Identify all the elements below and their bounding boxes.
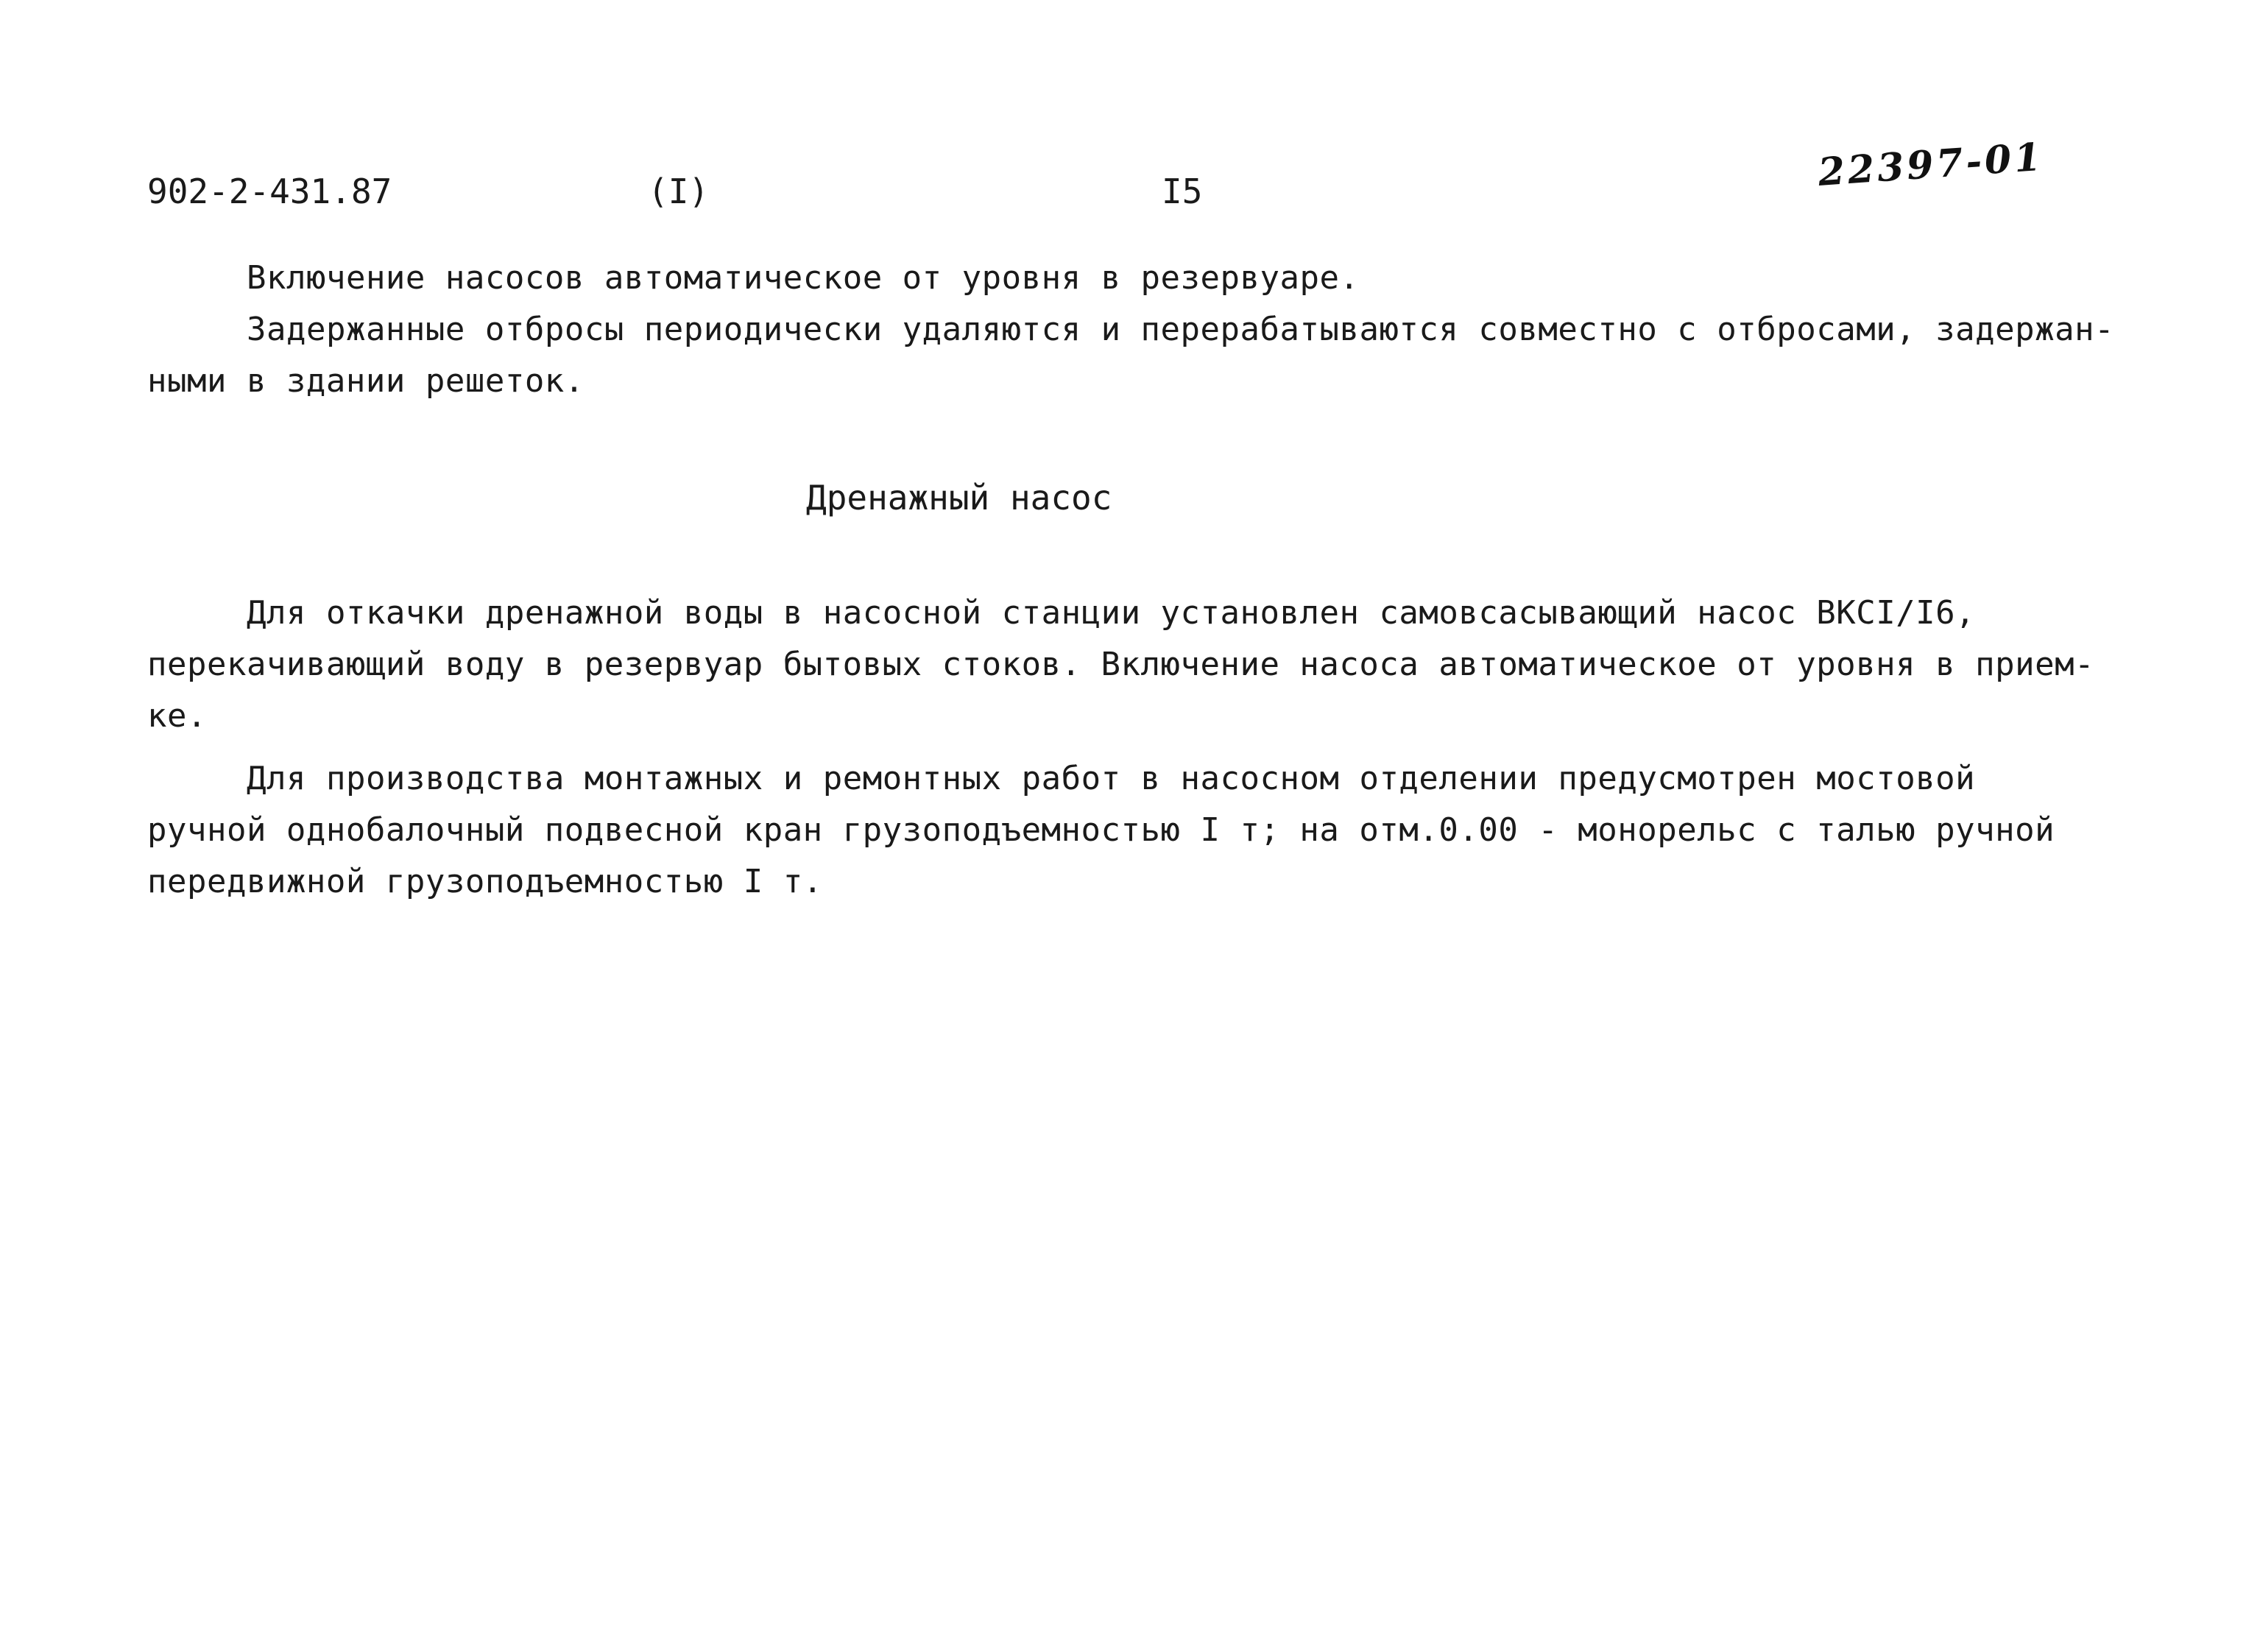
document-code: 902-2-431.87 — [147, 172, 392, 211]
paragraph-line: ручной однобалочный подвесной кран грузоподъемностью I т; на отм.0.00 - монорельс с талью ручной — [147, 811, 2055, 849]
section-heading: Дренажный насос — [806, 478, 1112, 518]
paragraph-line: Для откачки дренажной воды в насосной станции установлен самовсасывающий насос ВКСI/I6, — [247, 594, 1976, 632]
paragraph-line: Для производства монтажных и ремонтных работ в насосном отделении предусмотрен мостовой — [247, 760, 1976, 797]
page-number: I5 — [1162, 172, 1203, 211]
paragraph-line: Задержанные отбросы периодически удаляются и перерабатываются совместно с отбросами, задержан- — [247, 311, 2115, 348]
paragraph-line: ными в здании решеток. — [147, 362, 585, 400]
paragraph-line: передвижной грузоподъемностью I т. — [147, 863, 823, 900]
paragraph-line: перекачивающий воду в резервуар бытовых стоков. Включение насоса автоматическое от уровня в прием- — [147, 646, 2095, 683]
paragraph-line: ке. — [147, 697, 207, 735]
part-number: (I) — [648, 172, 710, 211]
handwritten-inventory-number: 22397-01 — [1816, 134, 2046, 195]
paragraph-line: Включение насосов автоматическое от уровня в резервуаре. — [247, 259, 1360, 297]
